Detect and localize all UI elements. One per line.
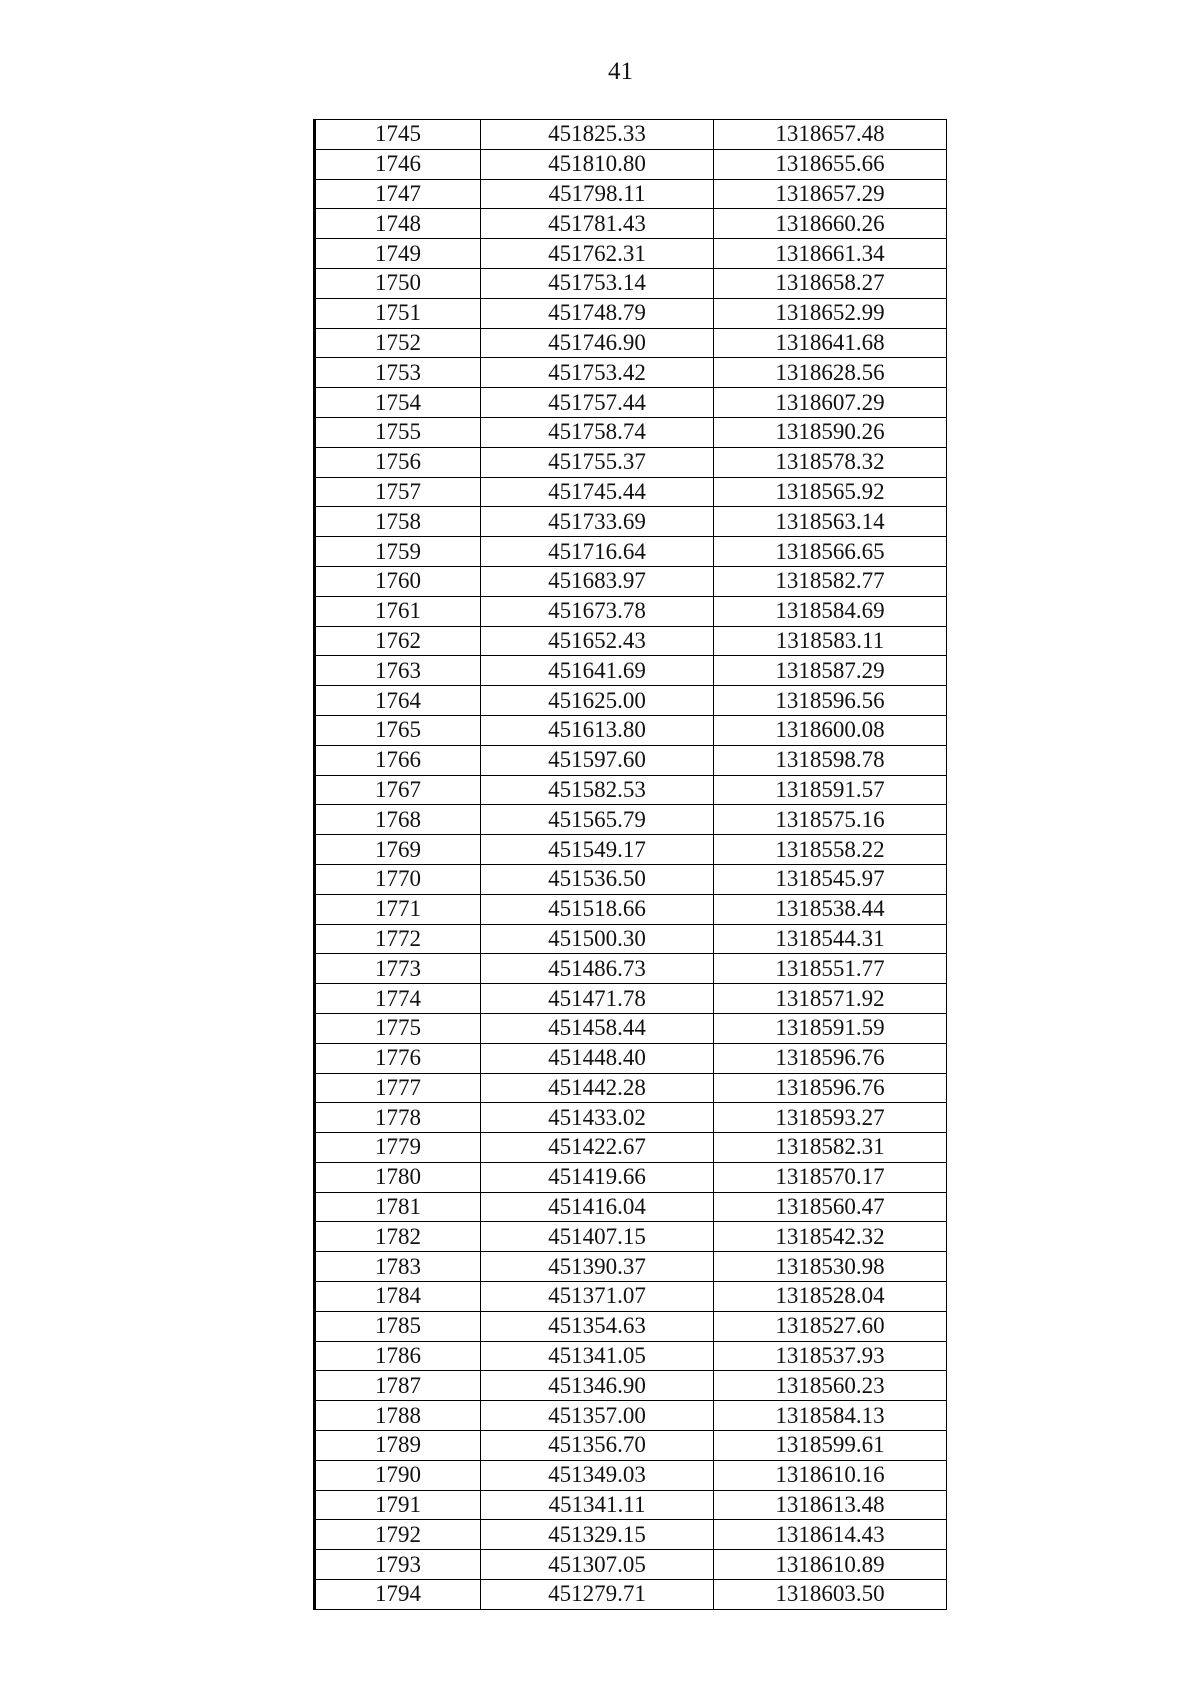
coordinates-table [313,119,947,1610]
y-coordinate-cell: 1318655.66 [714,149,947,179]
y-coordinate-cell: 1318566.65 [714,537,947,567]
table-row [315,209,947,239]
table-row [315,626,947,656]
y-coordinate-cell: 1318613.48 [714,1490,947,1520]
y-coordinate-cell: 1318614.43 [714,1520,947,1550]
x-coordinate-cell: 451341.05 [481,1341,714,1371]
table-row [315,149,947,179]
x-coordinate-cell: 451641.69 [481,656,714,686]
y-coordinate-cell: 1318598.78 [714,745,947,775]
y-coordinate-cell: 1318571.92 [714,984,947,1014]
y-coordinate-cell: 1318661.34 [714,239,947,269]
table-row [315,1341,947,1371]
table-row [315,1192,947,1222]
y-coordinate-cell: 1318593.27 [714,1103,947,1133]
x-coordinate-cell: 451565.79 [481,805,714,835]
point-number-cell: 1749 [315,239,481,269]
table-row [315,417,947,447]
point-number-cell: 1768 [315,805,481,835]
x-coordinate-cell: 451371.07 [481,1282,714,1312]
x-coordinate-cell: 451755.37 [481,447,714,477]
x-coordinate-cell: 451354.63 [481,1311,714,1341]
table-row [315,358,947,388]
point-number-cell: 1771 [315,894,481,924]
point-number-cell: 1752 [315,328,481,358]
table-row [315,1043,947,1073]
table-row [315,566,947,596]
x-coordinate-cell: 451536.50 [481,864,714,894]
x-coordinate-cell: 451652.43 [481,626,714,656]
point-number-cell: 1789 [315,1431,481,1461]
y-coordinate-cell: 1318563.14 [714,507,947,537]
x-coordinate-cell: 451357.00 [481,1401,714,1431]
y-coordinate-cell: 1318591.57 [714,775,947,805]
x-coordinate-cell: 451758.74 [481,417,714,447]
y-coordinate-cell: 1318658.27 [714,268,947,298]
point-number-cell: 1746 [315,149,481,179]
x-coordinate-cell: 451798.11 [481,179,714,209]
point-number-cell: 1779 [315,1133,481,1163]
table-row [315,1401,947,1431]
point-number-cell: 1761 [315,596,481,626]
point-number-cell: 1754 [315,388,481,418]
x-coordinate-cell: 451390.37 [481,1252,714,1282]
x-coordinate-cell: 451279.71 [481,1580,714,1610]
y-coordinate-cell: 1318560.23 [714,1371,947,1401]
table-row [315,954,947,984]
x-coordinate-cell: 451471.78 [481,984,714,1014]
point-number-cell: 1791 [315,1490,481,1520]
table-row [315,715,947,745]
y-coordinate-cell: 1318583.11 [714,626,947,656]
y-coordinate-cell: 1318596.76 [714,1043,947,1073]
table-row [315,1103,947,1133]
x-coordinate-cell: 451716.64 [481,537,714,567]
x-coordinate-cell: 451486.73 [481,954,714,984]
y-coordinate-cell: 1318610.16 [714,1460,947,1490]
table-row [315,1431,947,1461]
table-row [315,835,947,865]
y-coordinate-cell: 1318575.16 [714,805,947,835]
y-coordinate-cell: 1318560.47 [714,1192,947,1222]
point-number-cell: 1756 [315,447,481,477]
x-coordinate-cell: 451757.44 [481,388,714,418]
point-number-cell: 1770 [315,864,481,894]
y-coordinate-cell: 1318657.29 [714,179,947,209]
table-row [315,1222,947,1252]
x-coordinate-cell: 451733.69 [481,507,714,537]
table-row [315,656,947,686]
point-number-cell: 1763 [315,656,481,686]
x-coordinate-cell: 451458.44 [481,1013,714,1043]
x-coordinate-cell: 451307.05 [481,1550,714,1580]
table-row [315,1580,947,1610]
point-number-cell: 1764 [315,686,481,716]
point-number-cell: 1772 [315,924,481,954]
y-coordinate-cell: 1318603.50 [714,1580,947,1610]
y-coordinate-cell: 1318544.31 [714,924,947,954]
point-number-cell: 1758 [315,507,481,537]
table-row [315,1252,947,1282]
x-coordinate-cell: 451745.44 [481,477,714,507]
point-number-cell: 1775 [315,1013,481,1043]
x-coordinate-cell: 451349.03 [481,1460,714,1490]
point-number-cell: 1777 [315,1073,481,1103]
table-row [315,864,947,894]
table-row [315,507,947,537]
y-coordinate-cell: 1318584.13 [714,1401,947,1431]
point-number-cell: 1784 [315,1282,481,1312]
x-coordinate-cell: 451549.17 [481,835,714,865]
point-number-cell: 1755 [315,417,481,447]
table-row [315,298,947,328]
x-coordinate-cell: 451748.79 [481,298,714,328]
table-row [315,1550,947,1580]
point-number-cell: 1794 [315,1580,481,1610]
table-row [315,120,947,150]
y-coordinate-cell: 1318610.89 [714,1550,947,1580]
y-coordinate-cell: 1318528.04 [714,1282,947,1312]
x-coordinate-cell: 451825.33 [481,120,714,150]
table-row [315,775,947,805]
point-number-cell: 1745 [315,120,481,150]
y-coordinate-cell: 1318657.48 [714,120,947,150]
table-row [315,1162,947,1192]
table-row [315,1073,947,1103]
point-number-cell: 1778 [315,1103,481,1133]
y-coordinate-cell: 1318584.69 [714,596,947,626]
x-coordinate-cell: 451341.11 [481,1490,714,1520]
point-number-cell: 1788 [315,1401,481,1431]
table-row [315,1520,947,1550]
x-coordinate-cell: 451433.02 [481,1103,714,1133]
point-number-cell: 1782 [315,1222,481,1252]
y-coordinate-cell: 1318599.61 [714,1431,947,1461]
y-coordinate-cell: 1318582.31 [714,1133,947,1163]
table-row [315,1490,947,1520]
point-number-cell: 1785 [315,1311,481,1341]
point-number-cell: 1780 [315,1162,481,1192]
x-coordinate-cell: 451442.28 [481,1073,714,1103]
y-coordinate-cell: 1318641.68 [714,328,947,358]
table-row [315,537,947,567]
y-coordinate-cell: 1318596.76 [714,1073,947,1103]
x-coordinate-cell: 451356.70 [481,1431,714,1461]
x-coordinate-cell: 451407.15 [481,1222,714,1252]
table-row [315,984,947,1014]
table-row [315,1311,947,1341]
table-row [315,805,947,835]
y-coordinate-cell: 1318660.26 [714,209,947,239]
y-coordinate-cell: 1318607.29 [714,388,947,418]
y-coordinate-cell: 1318652.99 [714,298,947,328]
x-coordinate-cell: 451416.04 [481,1192,714,1222]
x-coordinate-cell: 451500.30 [481,924,714,954]
x-coordinate-cell: 451625.00 [481,686,714,716]
y-coordinate-cell: 1318590.26 [714,417,947,447]
table-row [315,447,947,477]
y-coordinate-cell: 1318545.97 [714,864,947,894]
table-row [315,179,947,209]
table-row [315,328,947,358]
point-number-cell: 1783 [315,1252,481,1282]
table-row [315,1282,947,1312]
x-coordinate-cell: 451582.53 [481,775,714,805]
x-coordinate-cell: 451419.66 [481,1162,714,1192]
y-coordinate-cell: 1318582.77 [714,566,947,596]
point-number-cell: 1750 [315,268,481,298]
point-number-cell: 1759 [315,537,481,567]
table-row [315,1133,947,1163]
y-coordinate-cell: 1318600.08 [714,715,947,745]
point-number-cell: 1787 [315,1371,481,1401]
y-coordinate-cell: 1318551.77 [714,954,947,984]
y-coordinate-cell: 1318628.56 [714,358,947,388]
table-row [315,924,947,954]
table-row [315,1013,947,1043]
table-row [315,1460,947,1490]
x-coordinate-cell: 451329.15 [481,1520,714,1550]
table-row [315,686,947,716]
x-coordinate-cell: 451518.66 [481,894,714,924]
point-number-cell: 1790 [315,1460,481,1490]
point-number-cell: 1781 [315,1192,481,1222]
table-row [315,388,947,418]
x-coordinate-cell: 451346.90 [481,1371,714,1401]
point-number-cell: 1753 [315,358,481,388]
y-coordinate-cell: 1318565.92 [714,477,947,507]
point-number-cell: 1760 [315,566,481,596]
coordinates-table-body [315,120,947,1610]
y-coordinate-cell: 1318596.56 [714,686,947,716]
y-coordinate-cell: 1318538.44 [714,894,947,924]
table-row [315,1371,947,1401]
y-coordinate-cell: 1318542.32 [714,1222,947,1252]
x-coordinate-cell: 451753.42 [481,358,714,388]
x-coordinate-cell: 451673.78 [481,596,714,626]
point-number-cell: 1747 [315,179,481,209]
point-number-cell: 1793 [315,1550,481,1580]
table-row [315,239,947,269]
y-coordinate-cell: 1318530.98 [714,1252,947,1282]
table-row [315,477,947,507]
x-coordinate-cell: 451448.40 [481,1043,714,1073]
y-coordinate-cell: 1318570.17 [714,1162,947,1192]
table-row [315,596,947,626]
point-number-cell: 1769 [315,835,481,865]
y-coordinate-cell: 1318558.22 [714,835,947,865]
y-coordinate-cell: 1318587.29 [714,656,947,686]
point-number-cell: 1762 [315,626,481,656]
point-number-cell: 1751 [315,298,481,328]
point-number-cell: 1748 [315,209,481,239]
point-number-cell: 1786 [315,1341,481,1371]
x-coordinate-cell: 451597.60 [481,745,714,775]
point-number-cell: 1792 [315,1520,481,1550]
y-coordinate-cell: 1318527.60 [714,1311,947,1341]
y-coordinate-cell: 1318578.32 [714,447,947,477]
table-row [315,745,947,775]
point-number-cell: 1757 [315,477,481,507]
x-coordinate-cell: 451422.67 [481,1133,714,1163]
table-row [315,268,947,298]
table-row [315,894,947,924]
y-coordinate-cell: 1318537.93 [714,1341,947,1371]
point-number-cell: 1774 [315,984,481,1014]
y-coordinate-cell: 1318591.59 [714,1013,947,1043]
x-coordinate-cell: 451683.97 [481,566,714,596]
point-number-cell: 1766 [315,745,481,775]
point-number-cell: 1776 [315,1043,481,1073]
x-coordinate-cell: 451613.80 [481,715,714,745]
x-coordinate-cell: 451753.14 [481,268,714,298]
page-number: 41 [608,58,633,85]
point-number-cell: 1767 [315,775,481,805]
x-coordinate-cell: 451762.31 [481,239,714,269]
x-coordinate-cell: 451746.90 [481,328,714,358]
x-coordinate-cell: 451810.80 [481,149,714,179]
point-number-cell: 1773 [315,954,481,984]
x-coordinate-cell: 451781.43 [481,209,714,239]
point-number-cell: 1765 [315,715,481,745]
